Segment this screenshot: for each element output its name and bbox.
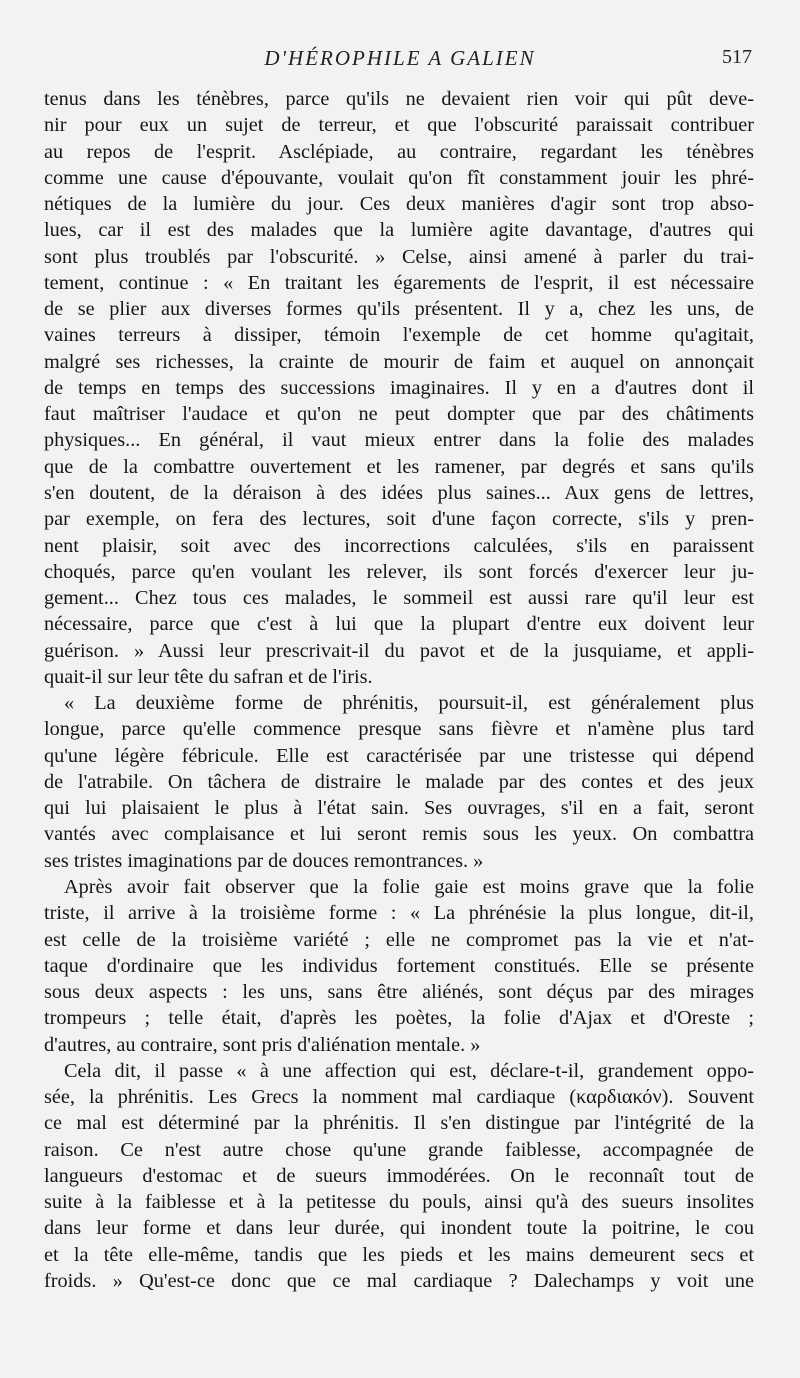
text-line: au repos de l'esprit. Asclépiade, au contraire, regardant les ténèbres: [44, 140, 754, 163]
running-title: D'HÉROPHILE A GALIEN: [264, 46, 536, 70]
text-line: Cela dit, il passe « à une affection qui est, déclare-t-il, grandement oppo-: [64, 1059, 754, 1082]
text-line: « La deuxième forme de phrénitis, poursuit-il, est généralement plus: [64, 692, 754, 715]
text-line: langueurs d'estomac et de sueurs immodérées. On le reconnaît tout de: [44, 1164, 754, 1187]
text-line: tement, continue : « En traitant les égarements de l'esprit, il est nécessaire: [44, 271, 754, 294]
text-line: qui lui plaisaient le plus à l'état sain. Ses ouvrages, s'il en a fait, seront: [44, 797, 754, 820]
text-line: tenus dans les ténèbres, parce qu'ils ne devaient rien voir qui pût deve-: [44, 88, 754, 110]
text-line: triste, il arrive à la troisième forme : « La phrénésie la plus longue, dit-il,: [44, 902, 754, 925]
text-line: suite à la faiblesse et à la petitesse du pouls, ainsi qu'à des sueurs insolites: [44, 1191, 754, 1214]
text-line: gement... Chez tous ces malades, le sommeil est aussi rare qu'il leur est: [44, 587, 754, 610]
text-line: taque d'ordinaire que les individus fortement constitués. Elle se présente: [44, 954, 754, 977]
text-line: que de la combattre ouvertement et les ramener, par degrés et sans qu'ils: [44, 455, 754, 478]
text-line: trompeurs ; telle était, d'après les poètes, la folie d'Ajax et d'Oreste ;: [44, 1007, 754, 1030]
text-line: par exemple, on fera des lectures, soit d'une façon correcte, s'ils y pren-: [44, 508, 754, 531]
text-line: vantés avec complaisance et lui seront remis sous les yeux. On combattra: [44, 823, 754, 846]
text-line: sée, la phrénitis. Les Grecs la nomment mal cardiaque (καρδιακόν). Souvent: [44, 1086, 754, 1109]
text-line: sont plus troublés par l'obscurité. » Celse, ainsi amené à parler du trai-: [44, 245, 754, 268]
text-line: physiques... En général, il vaut mieux entrer dans la folie des malades: [44, 429, 754, 452]
text-line: faut maîtriser l'audace et qu'on ne peut dompter que par des châtiments: [44, 403, 754, 426]
body-text: [44, 86, 754, 1294]
running-head: [0, 46, 800, 76]
text-line: quait-il sur leur tête du safran et de l'iris.: [44, 665, 373, 688]
text-line: raison. Ce n'est autre chose qu'une grande faiblesse, accompagnée de: [44, 1138, 754, 1161]
text-line: guérison. » Aussi leur prescrivait-il du pavot et de la jusquiame, et appli-: [44, 639, 754, 662]
text-line: lues, car il est des malades que la lumière agite davantage, d'autres qui: [44, 219, 754, 242]
text-line: nécessaire, parce que c'est à lui que la plupart d'entre eux doivent leur: [44, 613, 754, 636]
text-line: comme une cause d'épouvante, voulait qu'on fît constamment jouir les phré-: [44, 166, 754, 189]
page-number: 517: [722, 46, 752, 68]
text-line: ses tristes imaginations par de douces remontrances. »: [44, 849, 484, 872]
text-line: et la tête elle-même, tandis que les pieds et les mains demeurent secs et: [44, 1243, 754, 1266]
text-line: Après avoir fait observer que la folie gaie est moins grave que la folie: [64, 875, 754, 898]
text-line: nétiques de la lumière du jour. Ces deux manières d'agir sont trop abso-: [44, 193, 754, 216]
text-line: s'en doutent, de la déraison à des idées plus saines... Aux gens de lettres,: [44, 481, 754, 504]
text-line: vaines terreurs à dissiper, témoin l'exemple de cet homme qu'agitait,: [44, 324, 754, 347]
text-line: est celle de la troisième variété ; elle ne compromet pas la vie et n'at-: [44, 928, 754, 951]
text-line: dans leur forme et dans leur durée, qui inondent toute la poitrine, le cou: [44, 1217, 754, 1240]
text-line: de se plier aux diverses formes qu'ils présentent. Il y a, chez les uns, de: [44, 298, 754, 321]
text-line: nir pour eux un sujet de terreur, et que l'obscurité paraissait contribuer: [44, 114, 754, 137]
text-line: ce mal est déterminé par la phrénitis. Il s'en distingue par l'intégrité de la: [44, 1112, 754, 1135]
text-line: de l'atrabile. On tâchera de distraire le malade par des contes et des jeux: [44, 770, 754, 793]
text-line: malgré ses richesses, la crainte de mourir de faim et auquel on annonçait: [44, 350, 754, 373]
text-line: nent plaisir, soit avec des incorrections calculées, s'ils en paraissent: [44, 534, 754, 557]
text-line: froids. » Qu'est-ce donc que ce mal cardiaque ? Dalechamps y voit une: [44, 1269, 754, 1292]
text-line: sous deux aspects : les uns, sans être aliénés, sont déçus par des mirages: [44, 981, 754, 1004]
text-line: longue, parce qu'elle commence presque sans fièvre et n'amène plus tard: [44, 718, 754, 741]
text-line: choqués, parce qu'en voulant les relever, ils sont forcés d'exercer leur ju-: [44, 560, 754, 583]
text-line: d'autres, au contraire, sont pris d'aliénation mentale. »: [44, 1033, 481, 1056]
text-line: qu'une légère fébricule. Elle est caractérisée par une tristesse qui dépend: [44, 744, 754, 767]
text-line: de temps en temps des successions imaginaires. Il y en a d'autres dont il: [44, 376, 754, 399]
